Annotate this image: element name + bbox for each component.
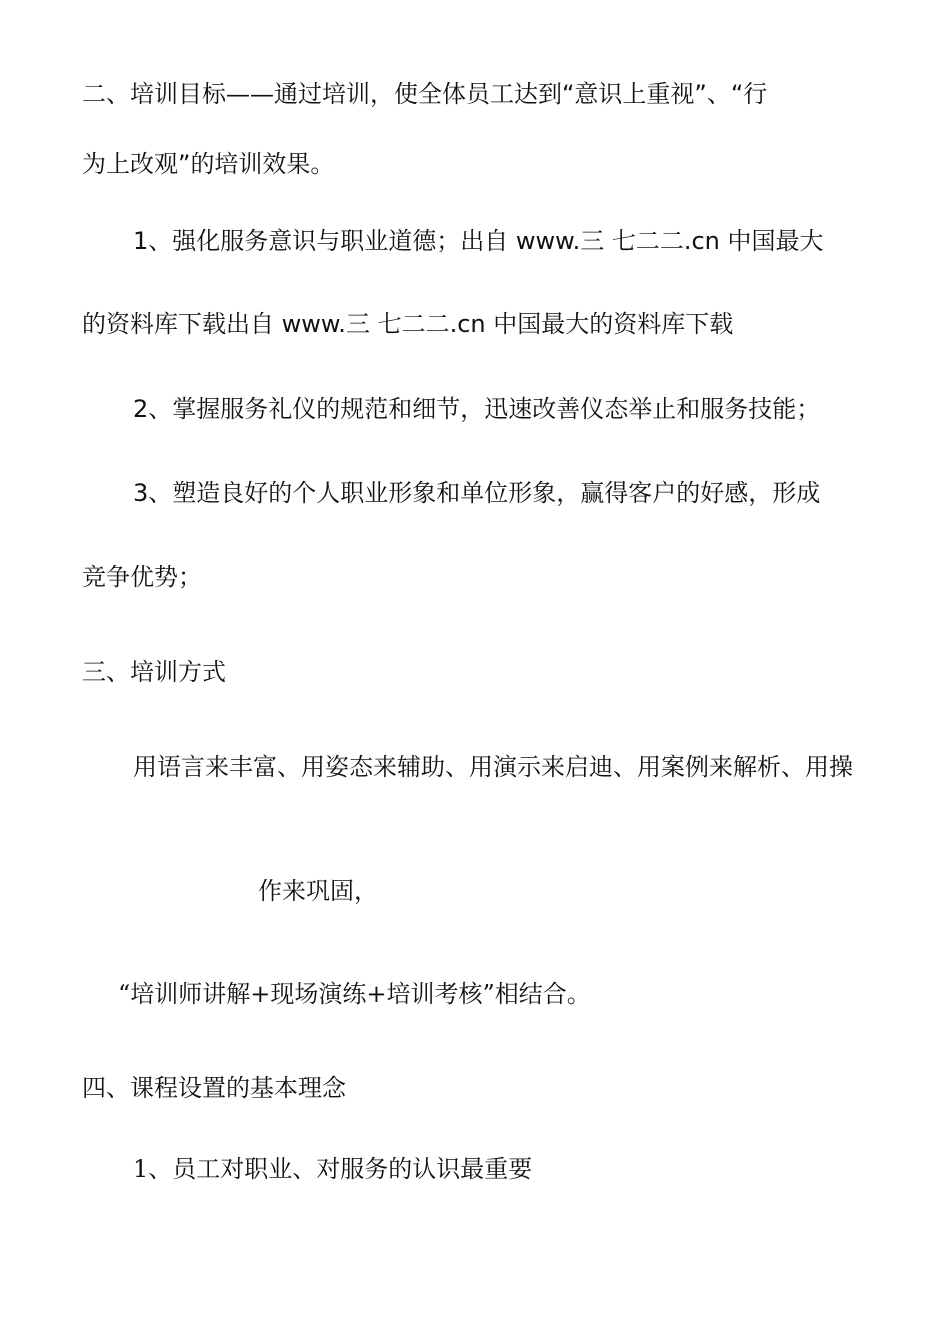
section4-item1: 1、员工对职业、对服务的认识最重要 [133, 1155, 533, 1183]
section3-method-line1: 用语言来丰富、用姿态来辅助、用演示来启迪、用案例来解析、用操 [133, 753, 853, 781]
section2-line2 [82, 148, 334, 180]
goal3-line1: 3、塑造良好的个人职业形象和单位形象，赢得客户的好感，形成 [133, 479, 821, 507]
section2-line1 [82, 78, 767, 110]
section2-quote: “意识上重视”、“行 [562, 80, 768, 108]
goal1-line2: 的资料库下载出自 www.三 七二二.cn 中国最大的资料库下载 [82, 310, 734, 338]
section3-method-line2: 作来巩固， [258, 877, 378, 905]
section4-heading: 四、课程设置的基本理念 [82, 1074, 346, 1102]
section3-heading: 三、培训方式 [82, 658, 226, 686]
section2-intro: ——通过培训，使全体员工达到 [226, 80, 562, 108]
section2-title: 二、培训目标 [82, 80, 226, 108]
section2-effect: 的培训效果。 [190, 150, 335, 178]
goal2-line1: 2、掌握服务礼仪的规范和细节，迅速改善仪态举止和服务技能； [133, 395, 821, 423]
section2-quote-end: 为上改观” [82, 150, 191, 178]
goal3-line2: 竞争优势； [82, 563, 202, 591]
section3-method-line3: “培训师讲解+现场演练+培训考核”相结合。 [118, 980, 591, 1008]
goal1-line1: 1、强化服务意识与职业道德；出自 www.三 七二二.cn 中国最大 [133, 227, 824, 255]
